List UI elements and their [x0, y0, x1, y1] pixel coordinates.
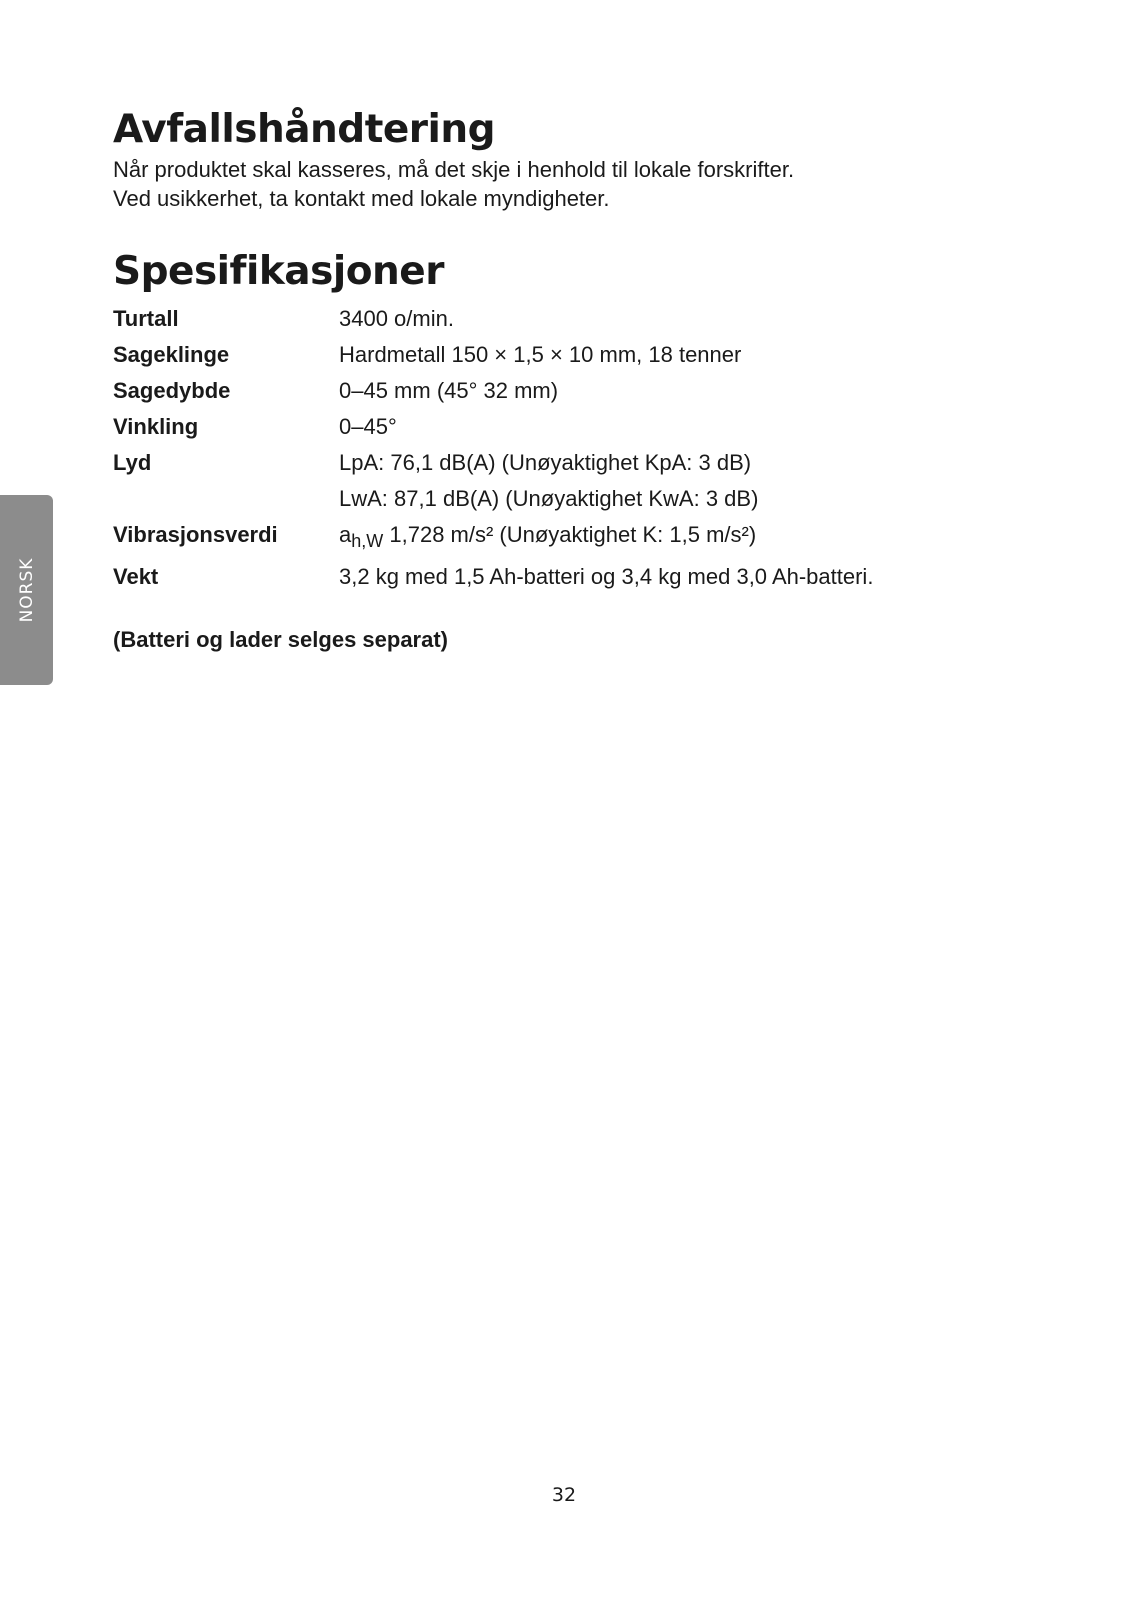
spec-label: Sagedybde [113, 378, 231, 403]
spec-row-cut-depth [113, 373, 1073, 409]
spec-label: Lyd [113, 450, 152, 475]
spec-value: 3400 o/min. [339, 306, 454, 331]
spec-value: LwA: 87,1 dB(A) (Unøyaktighet KwA: 3 dB) [339, 486, 759, 511]
spec-row-weight [113, 559, 1073, 595]
spec-label: Turtall [113, 306, 179, 331]
spec-value: 0–45 mm (45° 32 mm) [339, 378, 559, 403]
vibration-subscript: h,W [351, 531, 384, 551]
spec-row-sound-lpa [113, 445, 1073, 481]
vibration-symbol: a [339, 522, 352, 547]
spec-row-vibration [113, 517, 1073, 559]
spec-row-speed [113, 301, 1073, 337]
spec-value: Hardmetall 150 × 1,5 × 10 mm, 18 tenner [339, 342, 742, 367]
vibration-value: 1,728 m/s² (Unøyaktighet K: 1,5 m/s²) [383, 522, 757, 547]
battery-note: (Batteri og lader selges separat) [113, 627, 449, 652]
spec-value: 0–45° [339, 414, 397, 439]
disposal-section [113, 105, 1073, 213]
disposal-line-1: Når produktet skal kasseres, må det skje i henhold til lokale forskrifter. [113, 157, 795, 182]
language-tab-label: NORSK [16, 557, 37, 623]
spec-row-blade [113, 337, 1073, 373]
spec-value: LpA: 76,1 dB(A) (Unøyaktighet KpA: 3 dB) [339, 450, 752, 475]
spec-row-sound-lwa [113, 481, 1073, 517]
spec-value: 3,2 kg med 1,5 Ah-batteri og 3,4 kg med 3,0 Ah-batteri. [339, 564, 874, 589]
spec-label: Vekt [113, 564, 159, 589]
page-number: 32 [551, 1484, 577, 1506]
disposal-heading: Avfallshåndtering [113, 107, 496, 152]
spec-label: Vinkling [113, 414, 199, 439]
spec-label: Vibrasjonsverdi [113, 522, 278, 547]
disposal-line-2: Ved usikkerhet, ta kontakt med lokale myndigheter. [113, 186, 610, 211]
specifications-heading: Spesifikasjoner [113, 249, 444, 294]
spec-table [113, 301, 1073, 595]
spec-label [113, 481, 339, 517]
spec-label: Sageklinge [113, 342, 230, 367]
language-tab [0, 495, 53, 685]
spec-value [339, 517, 1073, 559]
spec-row-angle [113, 409, 1073, 445]
specifications-section [113, 247, 1073, 655]
page-content [113, 105, 1073, 677]
